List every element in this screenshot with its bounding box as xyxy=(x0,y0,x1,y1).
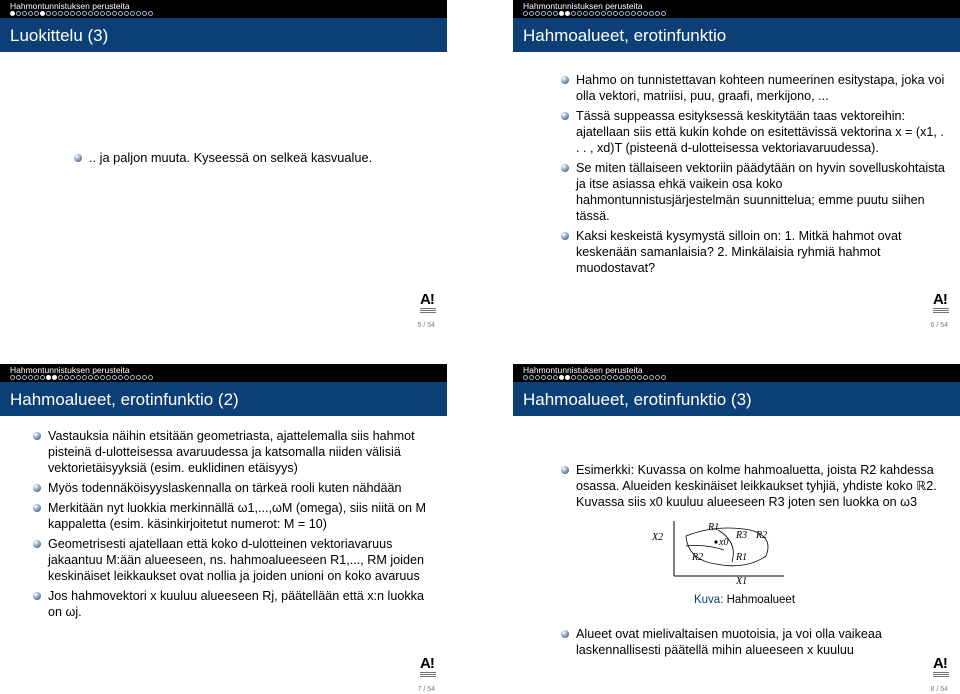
nav-dot[interactable] xyxy=(637,375,642,380)
nav-dot[interactable] xyxy=(559,11,564,16)
bullet-text: Kaksi keskeistä kysymystä silloin on: 1. Mitkä hahmot ovat keskenään samanlaisia? 2. Minkälaisia ryhmiä hahmot muodostavat? xyxy=(576,229,902,275)
nav-dot[interactable] xyxy=(52,11,57,16)
nav-dot[interactable] xyxy=(58,375,63,380)
slide-body xyxy=(74,150,435,170)
section-nav-dots[interactable] xyxy=(10,11,153,17)
section-nav-dots[interactable] xyxy=(523,11,666,17)
nav-dot[interactable] xyxy=(601,375,606,380)
nav-dot[interactable] xyxy=(40,375,45,380)
nav-dot[interactable] xyxy=(58,11,63,16)
bullet-icon xyxy=(561,630,569,638)
bullet-item xyxy=(33,480,435,496)
nav-dot[interactable] xyxy=(106,11,111,16)
nav-dot[interactable] xyxy=(571,11,576,16)
bullet-icon xyxy=(561,164,569,172)
nav-dot[interactable] xyxy=(535,375,540,380)
nav-dot[interactable] xyxy=(571,375,576,380)
nav-dot[interactable] xyxy=(565,375,570,380)
fig-label-r1-top: R1 xyxy=(708,522,720,533)
nav-dot[interactable] xyxy=(595,375,600,380)
slide-body xyxy=(561,462,948,662)
section-nav-dots[interactable] xyxy=(523,375,666,381)
page-number: 6 / 54 xyxy=(930,322,948,329)
fig-label-x2: X2 xyxy=(652,532,664,543)
aalto-logo: A! xyxy=(420,656,436,678)
nav-dot[interactable] xyxy=(118,11,123,16)
nav-dot[interactable] xyxy=(52,375,57,380)
bullet-icon xyxy=(33,484,41,492)
nav-dot[interactable] xyxy=(523,11,528,16)
bullet-item xyxy=(561,108,948,156)
slide-title: Hahmoalueet, erotinfunktio xyxy=(523,26,727,45)
fig-label-x0: x0 xyxy=(719,537,729,548)
bullet-item xyxy=(561,160,948,224)
section-nav-dots[interactable] xyxy=(10,375,153,381)
nav-dot[interactable] xyxy=(649,375,654,380)
slide-5 xyxy=(0,0,447,330)
slide-header xyxy=(513,0,960,18)
bullet-item xyxy=(33,428,435,476)
nav-dot[interactable] xyxy=(88,11,93,16)
slide-body xyxy=(33,428,435,624)
nav-dot[interactable] xyxy=(649,11,654,16)
bullet-icon xyxy=(561,232,569,240)
nav-dot[interactable] xyxy=(613,375,618,380)
fig-label-r3: R3 xyxy=(736,530,748,541)
nav-dot[interactable] xyxy=(523,375,528,380)
nav-dot[interactable] xyxy=(637,11,642,16)
nav-dot[interactable] xyxy=(64,11,69,16)
nav-dot[interactable] xyxy=(10,11,15,16)
bullet-icon xyxy=(561,76,569,84)
bullet-text: .. ja paljon muuta. Kyseessä on selkeä kasvualue. xyxy=(89,150,373,165)
bullet-item xyxy=(74,150,435,166)
aalto-logo: A! xyxy=(933,292,949,314)
nav-dot[interactable] xyxy=(10,375,15,380)
nav-dot[interactable] xyxy=(124,375,129,380)
nav-dot[interactable] xyxy=(136,375,141,380)
nav-dot[interactable] xyxy=(136,11,141,16)
fig-label-r1-bottom: R1 xyxy=(736,552,748,563)
slide-title-bar xyxy=(0,382,447,416)
nav-dot[interactable] xyxy=(100,375,105,380)
slide-title: Hahmoalueet, erotinfunktio (3) xyxy=(523,390,752,409)
nav-dot[interactable] xyxy=(34,375,39,380)
slide-header xyxy=(0,364,447,382)
figure-caption xyxy=(541,592,948,608)
nav-dot[interactable] xyxy=(607,11,612,16)
nav-dot[interactable] xyxy=(661,375,666,380)
nav-dot[interactable] xyxy=(28,375,33,380)
aalto-logo: A! xyxy=(933,656,949,678)
bullet-text: Jos hahmovektori x kuuluu alueeseen Rj, päätellään että x:n luokka on ωj. xyxy=(48,589,424,619)
bullet-icon xyxy=(33,592,41,600)
nav-dot[interactable] xyxy=(619,375,624,380)
slide-title-bar xyxy=(0,18,447,52)
header-title: Hahmontunnistuksen perusteita xyxy=(10,365,130,375)
nav-dot[interactable] xyxy=(40,11,45,16)
regions-figure xyxy=(646,516,786,584)
nav-dot[interactable] xyxy=(661,11,666,16)
bullet-text: Esimerkki: Kuvassa on kolme hahmoaluetta, joista R2 kahdessa osassa. Alueiden keskinäiset leikkaukset tyhjiä, yhdiste koko ℝ2. Kuvassa siis x0 kuuluu alueeseen R3 joten sen luokka on ω3 xyxy=(576,463,937,509)
nav-dot[interactable] xyxy=(112,375,117,380)
aalto-logo: A! xyxy=(420,292,436,314)
nav-dot[interactable] xyxy=(625,375,630,380)
nav-dot[interactable] xyxy=(541,11,546,16)
nav-dot[interactable] xyxy=(82,11,87,16)
nav-dot[interactable] xyxy=(607,375,612,380)
nav-dot[interactable] xyxy=(583,11,588,16)
nav-dot[interactable] xyxy=(106,375,111,380)
nav-dot[interactable] xyxy=(124,11,129,16)
nav-dot[interactable] xyxy=(76,375,81,380)
nav-dot[interactable] xyxy=(16,11,21,16)
bullet-text: Hahmo on tunnistettavan kohteen numeerinen esitystapa, joka voi olla vektori, matriisi, puu, graafi, merkijono, ... xyxy=(576,73,945,103)
nav-dot[interactable] xyxy=(529,11,534,16)
nav-dot[interactable] xyxy=(16,375,21,380)
page-number: 7 / 54 xyxy=(417,686,435,693)
slide-body xyxy=(561,72,948,280)
bullet-text: Alueet ovat mielivaltaisen muotoisia, ja voi olla vaikeaa laskennallisesti päätellä mihin alueeseen x kuuluu xyxy=(576,627,882,657)
nav-dot[interactable] xyxy=(94,11,99,16)
nav-dot[interactable] xyxy=(625,11,630,16)
bullet-icon xyxy=(561,112,569,120)
nav-dot[interactable] xyxy=(547,11,552,16)
nav-dot[interactable] xyxy=(631,375,636,380)
nav-dot[interactable] xyxy=(94,375,99,380)
nav-dot[interactable] xyxy=(619,11,624,16)
bullet-icon xyxy=(74,154,82,162)
slide-7 xyxy=(0,364,447,694)
nav-dot[interactable] xyxy=(22,375,27,380)
fig-label-x1: X1 xyxy=(736,576,748,584)
nav-dot[interactable] xyxy=(34,11,39,16)
nav-dot[interactable] xyxy=(142,11,147,16)
bullet-item xyxy=(33,588,435,620)
nav-dot[interactable] xyxy=(76,11,81,16)
nav-dot[interactable] xyxy=(142,375,147,380)
bullet-text: Se miten tällaiseen vektoriin päädytään on hyvin sovelluskohtaista ja itse asiassa ehkä vaikein osa koko hahmontunnistusjärjestelmän suunnittelua; emme puutu siihen tässä. xyxy=(576,161,945,223)
fig-label-r2-right: R2 xyxy=(756,530,768,541)
slide-title: Luokittelu (3) xyxy=(10,26,109,45)
nav-dot[interactable] xyxy=(643,375,648,380)
nav-dot[interactable] xyxy=(46,11,51,16)
nav-dot[interactable] xyxy=(577,11,582,16)
bullet-item xyxy=(561,462,948,510)
bullet-text: Tässä suppeassa esityksessä keskitytään taas vektoreihin: ajatellaan siis että kukin kohde on esitettävissä vektorina x = (x1, . . . , xd)T (pisteenä d-ulotteisessa vektoriavaruudessa). xyxy=(576,109,944,155)
slide-title: Hahmoalueet, erotinfunktio (2) xyxy=(10,390,239,409)
nav-dot[interactable] xyxy=(148,11,153,16)
bullet-text: Geometrisesti ajatellaan että koko d-ulotteinen vektoriavaruus jakaantuu M:ään alueeseen, ns. hahmoalueeseen R1,..., RM joiden keskinäiset leikkaukset ovat nollia ja joiden unioni on koko avaruus xyxy=(48,537,424,583)
slide-header xyxy=(513,364,960,382)
nav-dot[interactable] xyxy=(535,11,540,16)
bullet-icon xyxy=(33,540,41,548)
slide-8 xyxy=(513,364,960,694)
nav-dot[interactable] xyxy=(589,375,594,380)
nav-dot[interactable] xyxy=(130,11,135,16)
slide-title-bar xyxy=(513,382,960,416)
nav-dot[interactable] xyxy=(82,375,87,380)
nav-dot[interactable] xyxy=(148,375,153,380)
nav-dot[interactable] xyxy=(565,11,570,16)
caption-label: Kuva: xyxy=(693,594,724,606)
nav-dot[interactable] xyxy=(601,11,606,16)
nav-dot[interactable] xyxy=(112,11,117,16)
slide-header xyxy=(0,0,447,18)
point-x0 xyxy=(714,540,717,543)
nav-dot[interactable] xyxy=(559,375,564,380)
nav-dot[interactable] xyxy=(643,11,648,16)
bullet-icon xyxy=(561,466,569,474)
nav-dot[interactable] xyxy=(28,11,33,16)
bullet-item xyxy=(33,536,435,584)
nav-dot[interactable] xyxy=(631,11,636,16)
nav-dot[interactable] xyxy=(130,375,135,380)
slide-title-bar xyxy=(513,18,960,52)
fig-label-r2-left: R2 xyxy=(692,552,704,563)
nav-dot[interactable] xyxy=(46,375,51,380)
nav-dot[interactable] xyxy=(553,11,558,16)
page-number: 5 / 54 xyxy=(417,322,435,329)
nav-dot[interactable] xyxy=(529,375,534,380)
nav-dot[interactable] xyxy=(88,375,93,380)
page-number: 8 / 54 xyxy=(930,686,948,693)
bullet-text: Merkitään nyt luokkia merkinnällä ω1,...,ωM (omega), siis niitä on M kappaletta (esim. käsinkirjoitetut numerot: M = 10) xyxy=(48,501,427,531)
bullet-item xyxy=(561,72,948,104)
slide-6 xyxy=(513,0,960,330)
bullet-text: Vastauksia näihin etsitään geometriasta, ajattelemalla siis hahmot pisteinä d-ulotteisessa avaruudessa ja katsomalla niiden välisiä vektorietäisyyksiä (esim. euklidinen etäisyys) xyxy=(48,429,415,475)
bullet-item xyxy=(561,626,948,658)
nav-dot[interactable] xyxy=(655,375,660,380)
bullet-item xyxy=(561,228,948,276)
bullet-text: Myös todennäköisyyslaskennalla on tärkeä rooli kuten nähdään xyxy=(48,481,402,495)
nav-dot[interactable] xyxy=(595,11,600,16)
nav-dot[interactable] xyxy=(22,11,27,16)
nav-dot[interactable] xyxy=(541,375,546,380)
nav-dot[interactable] xyxy=(70,11,75,16)
nav-dot[interactable] xyxy=(577,375,582,380)
header-title: Hahmontunnistuksen perusteita xyxy=(10,1,130,11)
bullet-item xyxy=(33,500,435,532)
nav-dot[interactable] xyxy=(118,375,123,380)
nav-dot[interactable] xyxy=(583,375,588,380)
nav-dot[interactable] xyxy=(64,375,69,380)
nav-dot[interactable] xyxy=(70,375,75,380)
nav-dot[interactable] xyxy=(547,375,552,380)
nav-dot[interactable] xyxy=(589,11,594,16)
nav-dot[interactable] xyxy=(613,11,618,16)
caption-text: Hahmoalueet xyxy=(726,594,796,606)
nav-dot[interactable] xyxy=(655,11,660,16)
bullet-icon xyxy=(33,504,41,512)
nav-dot[interactable] xyxy=(100,11,105,16)
bullet-icon xyxy=(33,432,41,440)
header-title: Hahmontunnistuksen perusteita xyxy=(523,1,643,11)
nav-dot[interactable] xyxy=(553,375,558,380)
header-title: Hahmontunnistuksen perusteita xyxy=(523,365,643,375)
